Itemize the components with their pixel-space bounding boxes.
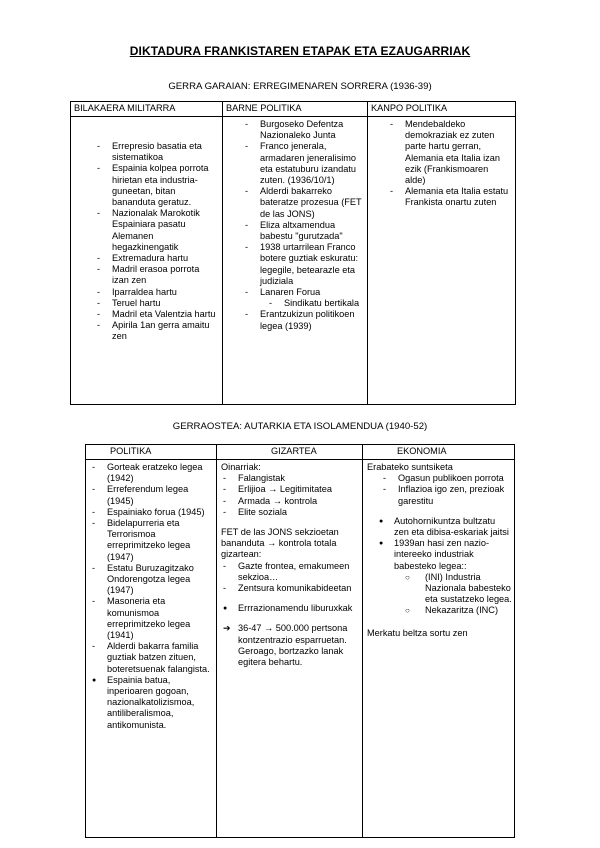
list-item: - Erlijioa → Legitimitatea (219, 484, 360, 495)
gizartea-list-3 (219, 603, 360, 668)
list-item: - Inflazioa igo zen, prezioak garestitu (379, 484, 512, 506)
list-item: - Erreferendum legea (1945) (88, 484, 214, 506)
ekonomia-outro: Merkatu beltza sortu zen (367, 627, 468, 638)
list-item: - 1938 urtarrilean Franco botere guztiak eskuratu: legegile, betearazle eta judiziala (241, 242, 363, 287)
list-item: - Franco jenerala, armadaren jeneralisimo eta estatuburu izandatu zuten. (1936/10/1) (241, 141, 363, 186)
list-item: - Madril erasoa porrota izan zen (93, 264, 218, 286)
list-item: - Iparraldea hartu (93, 287, 218, 298)
section2-subtitle: GERRAOSTEA: AUTARKIA ETA ISOLAMENDUA (1940-52) (172, 421, 428, 432)
bullet-item: ● 1939an hasi zen nazio-intereeko industriak babesteko legea:: (375, 538, 512, 572)
militarra-list (93, 141, 218, 343)
militarra-cell (71, 117, 223, 405)
list-item: - Falangistak (219, 473, 360, 484)
header-barne-politika: BARNE POLITIKA (223, 102, 368, 117)
gizartea-paragraph: FET de las JONS sekzioetan bananduta → kontrola totala gizartean: (221, 527, 339, 560)
list-item: - Espainiako forua (1945) (88, 507, 214, 518)
circle-item: ○ (INI) Industria Nazionala babesteko eta sustatzeko legea. (403, 572, 512, 606)
list-item: - Alderdi bakarra familia guztiak batzen zituen, boteretsuenak falangista. (88, 641, 214, 675)
list-item: - Extremadura hartu (93, 253, 218, 264)
ekonomia-cell (363, 460, 515, 838)
list-item: - Elite soziala (219, 507, 360, 518)
kanpo-cell (368, 117, 516, 405)
list-subitem: - Sindikatu bertikala (265, 298, 363, 309)
page-title: DIKTADURA FRANKISTAREN ETAPAK ETA EZAUGARRIAK (129, 44, 471, 58)
arrow-item: ➔ 36-47 → 500.000 pertsona kontzentrazio esparruetan. Geroago, bortzazko lanak egitera behartu. (219, 623, 360, 668)
bullet-item: ● Espainia batua, inperioaren gogoan, nazionalkatolizismoa, antiliberalismoa, antikomunista. (88, 675, 214, 731)
list-item: - Erantzukizun politikoen legea (1939) (241, 309, 363, 331)
circle-item: ○ Nekazaritza (INC) (403, 605, 512, 616)
section2-table (85, 444, 515, 838)
kanpo-list (386, 119, 511, 209)
header-gizartea: GIZARTEA (217, 445, 363, 460)
ekonomia-list-2 (375, 516, 512, 617)
list-item: - Mendebaldeko demokraziak ez zuten parte hartu gerran, Alemania eta Italia izan ezik (Frankismoaren alde) (386, 119, 511, 186)
list-item: - Apirila 1an gerra amaitu zen (93, 320, 218, 342)
section1-subtitle: GERRA GARAIAN: ERREGIMENAREN SORRERA (1936-39) (168, 81, 432, 92)
gizartea-list-1 (219, 473, 360, 518)
list-item: - Errepresio basatia eta sistematikoa (93, 141, 218, 163)
bullet-item: ● Errrazionamendu liburuxkak (219, 603, 360, 614)
list-item: - Lanaren Forua (241, 287, 363, 298)
politika-cell (86, 460, 217, 838)
list-item: - Nazionalak Marokotik Espainiara pasatu Alemanen hegazkinengatik (93, 208, 218, 253)
gizartea-list-2 (219, 561, 360, 595)
list-item: - Ogasun publikoen porrota (379, 473, 512, 484)
list-item: - Gazte frontea, emakumeen sekzioa… (219, 561, 360, 583)
list-item: - Gorteak eratzeko legea (1942) (88, 462, 214, 484)
ekonomia-intro: Erabateko suntsiketa (367, 462, 453, 472)
politika-list (88, 462, 214, 731)
list-item: - Burgoseko Defentza Nazionaleko Junta (241, 119, 363, 141)
list-item: - Masoneria eta komunismoa erreprimitzeko legea (1941) (88, 596, 214, 641)
header-politika: POLITIKA (86, 445, 217, 460)
list-item: - Alemania eta Italia estatu Frankista onartu zuten (386, 186, 511, 208)
list-item: - Teruel hartu (93, 298, 218, 309)
header-ekonomia: EKONOMIA (363, 445, 515, 460)
barne-cell (223, 117, 368, 405)
barne-list (241, 119, 363, 332)
bullet-item: ● Autohornikuntza bultzatu zen eta dibisa-eskariak jaitsi (375, 516, 512, 538)
list-item: - Zentsura komunikabideetan (219, 583, 360, 594)
header-kanpo-politika: KANPO POLITIKA (368, 102, 516, 117)
list-item: - Espainia kolpea porrota hirietan eta industria-guneetan, bitan bananduta geratuz. (93, 163, 218, 208)
gizartea-intro: Oinarriak: (221, 462, 261, 472)
list-item: - Estatu Buruzagitzako Ondorengotza legea (1947) (88, 563, 214, 597)
list-item: - Eliza altxamendua babestu "gurutzada" (241, 220, 363, 242)
list-item: - Madril eta Valentzia hartu (93, 309, 218, 320)
ekonomia-list-1 (379, 473, 512, 507)
section1-table (70, 101, 516, 405)
list-item: - Alderdi bakarreko bateratze prozesua (FET de las JONS) (241, 186, 363, 220)
gizartea-cell (217, 460, 363, 838)
header-bilakaera-militarra: BILAKAERA MILITARRA (71, 102, 223, 117)
list-item: - Armada → kontrola (219, 496, 360, 507)
list-item: - Bidelapurreria eta Terrorismoa erreprimitzeko legea (1947) (88, 518, 214, 563)
